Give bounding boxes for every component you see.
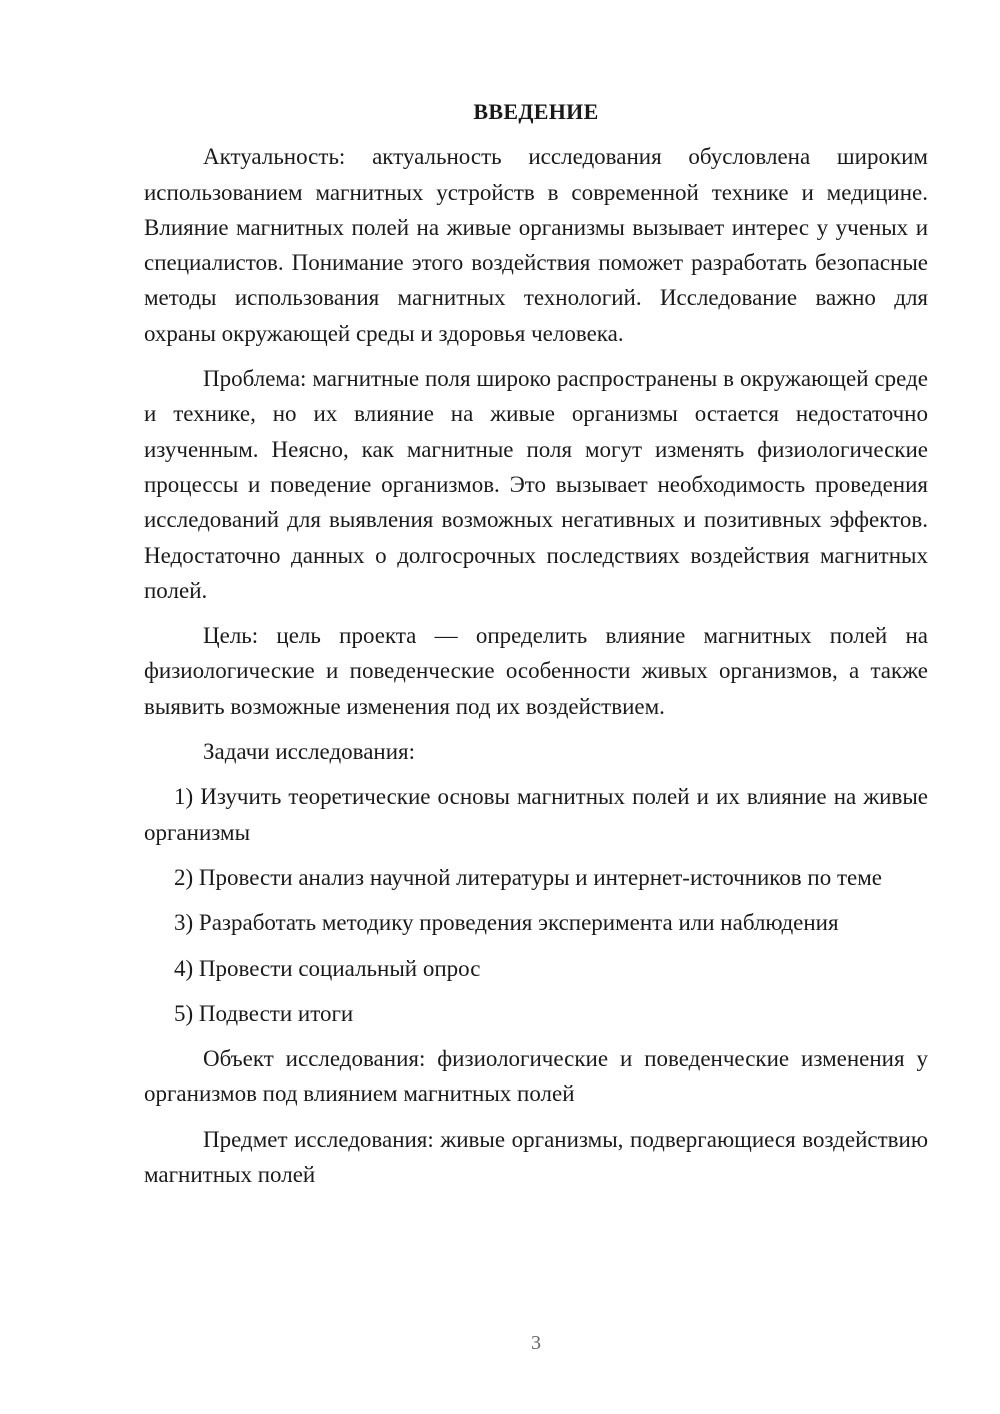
task-item-5: 5) Подвести итоги xyxy=(174,1000,354,1026)
page-number: 3 xyxy=(531,1332,541,1354)
page-title: ВВЕДЕНИЕ xyxy=(473,99,599,124)
object-paragraph: Объект исследования: физиологические и поведенческие изменения у организмов под влиянием магнитных полей xyxy=(144,1046,928,1107)
page-content xyxy=(144,94,928,1202)
subject-paragraph: Предмет исследования: живые организмы, подвергающиеся воздействию магнитных полей xyxy=(144,1126,928,1188)
task-item-4: 4) Провести социальный опрос xyxy=(174,955,481,981)
problem-paragraph: Проблема: магнитные поля широко распространены в окружающей среде и технике, но их влияние на живые организмы остается недостаточно изученным. Неясно, как магнитные поля могут изменять физиологические процессы и поведение организмов. Это вызывает необходимость проведения исследований для выявления возможных негативных и позитивных эффектов. Недостаточно данных о долгосрочных последствиях воздействия магнитных полей. xyxy=(144,366,928,603)
task-item-1: 1) Изучить теоретические основы магнитных полей и их влияние на живые организмы xyxy=(144,784,928,845)
task-item-3: 3) Разработать методику проведения эксперимента или наблюдения xyxy=(174,910,839,936)
relevance-paragraph: Актуальность: актуальность исследования обусловлена широким использованием магнитных устройств в современной технике и медицине. Влияние магнитных полей на живые организмы вызывает интерес у ученых и специалистов. Понимание этого воздействия поможет разработать безопасные методы использования магнитных технологий. Исследование важно для охраны окружающей среды и здоровья человека. xyxy=(144,144,928,346)
task-item-2: 2) Провести анализ научной литературы и интернет-источников по теме xyxy=(174,864,883,890)
tasks-title: Задачи исследования: xyxy=(203,739,416,765)
goal-paragraph: Цель: цель проекта — определить влияние магнитных полей на физиологические и поведенческие особенности живых организмов, а также выявить возможные изменения под их воздействием. xyxy=(144,623,928,719)
